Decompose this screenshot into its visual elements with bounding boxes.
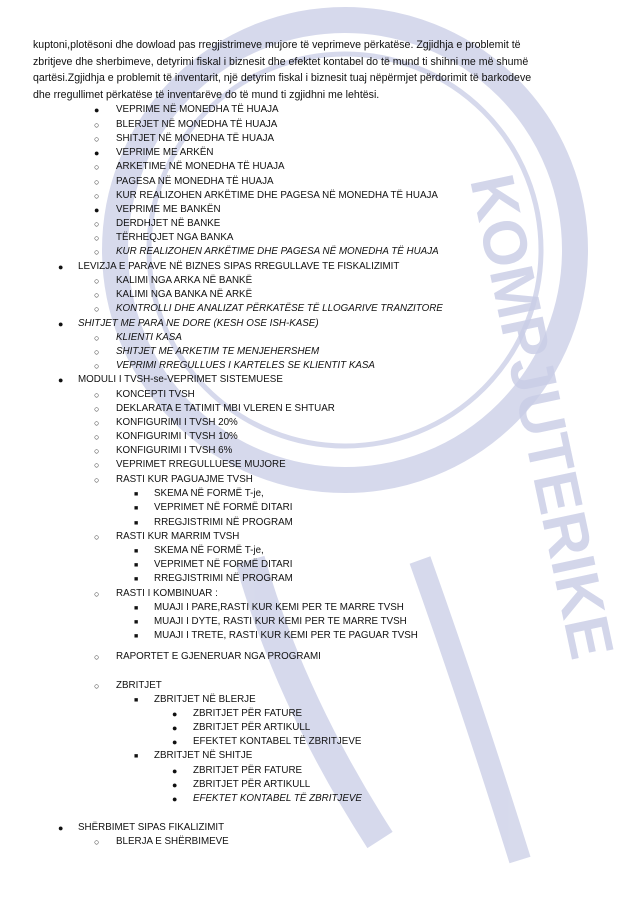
bullet-icon: ●: [172, 766, 178, 776]
bullet-icon: ○: [94, 475, 100, 485]
list-item: SKEMA NË FORMË T-je,: [154, 488, 264, 499]
list-item: VEPRIME ME BANKËN: [116, 204, 221, 215]
list-item: SHITJET ME PARA NE DORE (KESH OSE ISH-KASE): [78, 318, 319, 329]
list-item: SHITJET NË MONEDHA TË HUAJA: [116, 133, 275, 144]
intro-line-2: zbritjeve dhe sherbimeve, detyrimi fiskal i biznesit dhe efektet kontabel do të mund ti shihni me më shumë: [33, 55, 529, 68]
list-item: EFEKTET KONTABEL TË ZBRITJEVE: [193, 736, 362, 747]
list-item: KUR REALIZOHEN ARKËTIME DHE PAGESA NË MONEDHA TË HUAJA: [116, 246, 439, 257]
list-item: RASTI I KOMBINUAR :: [116, 588, 218, 599]
bullet-icon: ○: [94, 134, 100, 144]
list-item: EFEKTET KONTABEL TË ZBRITJEVE: [193, 793, 362, 804]
bullet-icon: ○: [94, 304, 100, 314]
bullet-icon: ○: [94, 290, 100, 300]
intro-line-3: qartësi.Zgjidhja e problemit të inventarit, një detyrim fiskal i biznesit tuaj nëpërmjet përdorimit të barkodeve: [33, 72, 532, 84]
bullet-icon: ○: [94, 361, 100, 371]
bullet-icon: ■: [134, 619, 139, 626]
list-item: ZBRITJET: [116, 680, 162, 691]
list-item: VEPRIMI RREGULLUES I KARTELES SE KLIENTIT KASA: [116, 360, 375, 371]
bullet-icon: ■: [134, 491, 139, 498]
bullet-icon: ○: [94, 276, 100, 286]
list-item: VEPRIMET RREGULLUESE MUJORE: [116, 459, 286, 470]
list-item: RREGJISTRIMI NË PROGRAM: [154, 573, 293, 584]
list-item: KONFIGURIMI I TVSH 10%: [116, 431, 238, 442]
bullet-icon: ○: [94, 432, 100, 442]
list-item: KLIENTI KASA: [116, 332, 182, 343]
intro-line-4: dhe rregullimet përkatëse të inventarëve do të mund ti zgjidhni me lehtësi.: [33, 88, 380, 101]
list-item: KUR REALIZOHEN ARKËTIME DHE PAGESA NË MONEDHA TË HUAJA: [116, 190, 438, 201]
bullet-icon: ●: [94, 105, 100, 115]
bullet-icon: ○: [94, 219, 100, 229]
bullet-icon: ○: [94, 347, 100, 357]
bullet-icon: ●: [172, 737, 178, 747]
list-item: DERDHJET NË BANKE: [116, 218, 221, 229]
bullet-icon: ■: [134, 576, 139, 583]
list-item: VEPRIMET NË FORMË DITARI: [154, 559, 293, 570]
bullet-icon: ■: [134, 605, 139, 612]
list-item: KALIMI NGA ARKA NË BANKË: [116, 275, 253, 286]
bullet-icon: ○: [94, 247, 100, 257]
list-item: KONFIGURIMI I TVSH 20%: [116, 417, 238, 428]
intro-paragraph: [33, 37, 602, 103]
svg-text:KOMPJUTERIKE: KOMPJUTERIKE: [456, 168, 627, 665]
list-item: SHITJET ME ARKETIM TE MENJEHERSHEM: [116, 346, 320, 357]
bullet-icon: ●: [94, 148, 100, 158]
bullet-icon: ○: [94, 681, 100, 691]
bullet-icon: ●: [172, 709, 178, 719]
bullet-icon: ●: [58, 823, 64, 833]
list-item: ZBRITJET PËR FATURE: [193, 708, 303, 719]
bullet-icon: ○: [94, 837, 100, 847]
bullet-icon: ●: [172, 780, 178, 790]
bullet-icon: ■: [134, 505, 139, 512]
bullet-icon: ○: [94, 589, 100, 599]
list-item: RREGJISTRIMI NË PROGRAM: [154, 517, 293, 528]
bullet-icon: ■: [134, 697, 139, 704]
list-item: RASTI KUR PAGUAJME TVSH: [116, 474, 253, 485]
list-item: MUAJI I PARE,RASTI KUR KEMI PER TE MARRE TVSH: [154, 602, 404, 613]
list-item: ZBRITJET NË SHITJE: [154, 750, 253, 761]
bullet-icon: ○: [94, 177, 100, 187]
bullet-icon: ○: [94, 418, 100, 428]
bullet-icon: ○: [94, 233, 100, 243]
list-item: TËRHEQJET NGA BANKA: [116, 232, 234, 243]
list-item: RASTI KUR MARRIM TVSH: [116, 531, 240, 542]
list-item: KONFIGURIMI I TVSH 6%: [116, 445, 233, 456]
list-item: ZBRITJET PËR ARTIKULL: [193, 722, 311, 733]
bullet-icon: ■: [134, 633, 139, 640]
list-item: KALIMI NGA BANKA NË ARKË: [116, 289, 253, 300]
list-item: MUAJI I TRETE, RASTI KUR KEMI PER TE PAGUAR TVSH: [154, 630, 418, 641]
list-item: MODULI I TVSH-se-VEPRIMET SISTEMUESE: [78, 374, 283, 385]
list-item: VEPRIME ME ARKËN: [116, 147, 214, 158]
list-item: VEPRIME NË MONEDHA TË HUAJA: [116, 104, 279, 115]
bullet-icon: ●: [58, 319, 64, 329]
list-item: MUAJI I DYTE, RASTI KUR KEMI PER TE MARRE TVSH: [154, 616, 407, 627]
bullet-icon: ●: [58, 375, 64, 385]
list-item: ZBRITJET PËR ARTIKULL: [193, 779, 311, 790]
list-item: BLERJA E SHËRBIMEVE: [116, 836, 229, 847]
list-item: ZBRITJET PËR FATURE: [193, 765, 303, 776]
bullet-icon: ○: [94, 446, 100, 456]
bullet-icon: ■: [134, 520, 139, 527]
bullet-icon: ○: [94, 404, 100, 414]
list-item: ZBRITJET NË BLERJE: [154, 694, 256, 705]
bullet-icon: ○: [94, 191, 100, 201]
list-item: VEPRIMET NË FORMË DITARI: [154, 502, 293, 513]
bullet-icon: ○: [94, 120, 100, 130]
list-item: ARKETIME NË MONEDHA TË HUAJA: [116, 161, 285, 172]
bullet-icon: ○: [94, 333, 100, 343]
intro-line-1: kuptoni,plotësoni dhe dowload pas rregjistrimeve mujore të veprimeve përkatëse. Zgjidhja e problemit të: [33, 39, 521, 51]
list-item: DEKLARATA E TATIMIT MBI VLEREN E SHTUAR: [116, 403, 335, 414]
list-item: SHËRBIMET SIPAS FIKALIZIMIT: [78, 822, 225, 833]
bullet-icon: ○: [94, 532, 100, 542]
bullet-icon: ■: [134, 562, 139, 569]
list-item: SKEMA NË FORMË T-je,: [154, 545, 264, 556]
list-item: LEVIZJA E PARAVE NË BIZNES SIPAS RREGULLAVE TE FISKALIZIMIT: [78, 261, 400, 272]
list-item: BLERJET NË MONEDHA TË HUAJA: [116, 119, 278, 130]
bullet-icon: ○: [94, 460, 100, 470]
bullet-icon: ●: [172, 723, 178, 733]
bullet-icon: ●: [94, 205, 100, 215]
bullet-icon: ●: [58, 262, 64, 272]
bullet-icon: ○: [94, 162, 100, 172]
bullet-icon: ○: [94, 652, 100, 662]
list-item: PAGESA NË MONEDHA TË HUAJA: [116, 176, 274, 187]
list-item: KONTROLLI DHE ANALIZAT PËRKATËSE TË LLOGARIVE TRANZITORE: [116, 303, 443, 314]
list-item: RAPORTET E GJENERUAR NGA PROGRAMI: [116, 651, 321, 662]
bullet-icon: ■: [134, 548, 139, 555]
bullet-icon: ■: [134, 753, 139, 760]
list-item: KONCEPTI TVSH: [116, 389, 195, 400]
bullet-icon: ○: [94, 390, 100, 400]
bullet-icon: ●: [172, 794, 178, 804]
